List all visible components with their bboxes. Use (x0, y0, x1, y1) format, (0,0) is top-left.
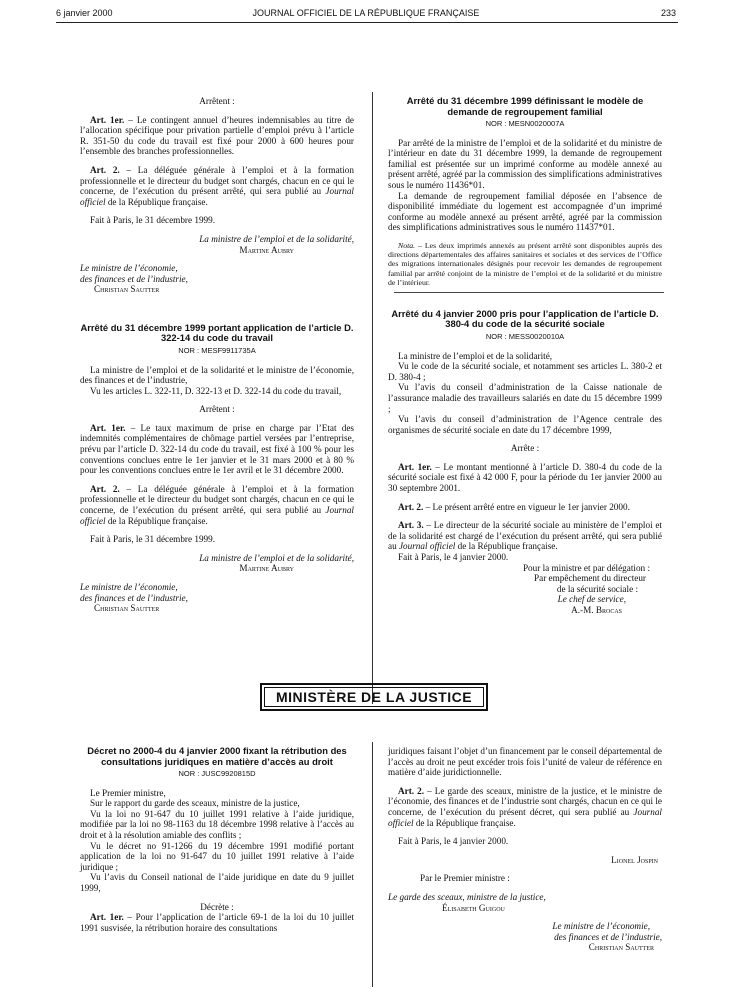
article-title: Arrêté du 4 janvier 2000 pris pour l’application de l’article D. 380-4 du code de la sécurité sociale (391, 307, 659, 330)
article-paragraph: Art. 2. – Le présent arrêté entre en vigueur le 1er janvier 2000. (398, 501, 630, 512)
body-paragraph: Le Premier ministre, (90, 787, 166, 798)
body-paragraph: Par arrêté de la ministre de l’emploi et de la solidarité et du ministre de l’intérieur en date du 31 décembre 1999, la demande de regroupement familial est présentée sur un imprimé conforme au modèle annexé au présent arrêté, agréé par la commission des simplifications administratives sous le numéro 11436*01. (388, 137, 662, 190)
article-paragraph: Art. 1er. – Pour l’application de l’article 69-1 de la loi du 10 juillet 1991 susvisée, la rétribution horaire des consultations (80, 912, 354, 933)
signatory-name: Christian Sautter (588, 942, 654, 953)
article-paragraph: Art. 3. – Le directeur de la sécurité sociale au ministère de l’emploi et de la solidarité est chargé de l’exécution du présent arrêté, qui sera publié au Journal officiel de la République française. (388, 520, 662, 552)
signatory-role: Le ministre de l’économie, (80, 582, 178, 592)
nor-reference: NOR : MESN0020007A (485, 119, 565, 128)
signatory-name: Martine Aubry (239, 244, 294, 255)
article-paragraph: Art. 2. – La déléguée générale à l’emploi et à la formation professionnelle et le directeur du budget sont chargés, chacun en ce qui le concerne, de l’exécution du présent arrêté, qui sera publié au Journal officiel de la République française. (80, 164, 354, 207)
signing-date: Fait à Paris, le 31 décembre 1999. (90, 534, 216, 545)
signatory-role: Le ministre de l’économie, (80, 263, 178, 274)
signatory-name: Christian Sautter (94, 603, 160, 614)
body-paragraph: La ministre de l’emploi et de la solidarité et le ministre de l’économie, des finances et de l’industrie, (80, 364, 354, 386)
column-right-bottom (388, 746, 662, 953)
nota-paragraph: Nota. – Les deux imprimés annexés au présent arrêté sont disponibles auprès des directions départementales des affaires sanitaires et sociales et des services de l’Office des migrations internationales désignés pour recevoir les demandes de regroupement familial par arrêté conjoint de la ministre de l’emploi et de la solidarité et du ministre de l’intérieur. (388, 240, 662, 287)
delegation-line: de la sécurité sociale : (556, 583, 638, 594)
ministry-banner (260, 683, 488, 711)
delegation-line: Pour la ministre et par délégation : (522, 562, 650, 573)
decree-title: Décret no 2000-4 du 4 janvier 2000 fixant la rétribution des consultations juridiques en matière d’accès au droit (87, 745, 347, 767)
signing-date: Fait à Paris, le 4 janvier 2000. (398, 552, 509, 563)
header-journal-title: JOURNAL OFFICIEL DE LA RÉPUBLIQUE FRANÇAISE (252, 8, 480, 18)
body-paragraph: Vu les articles L. 322-11, D. 322-13 et D. 322-14 du code du travail, (90, 385, 342, 396)
article-paragraph: Art. 1er. – Le contingent annuel d’heures indemnisables au titre de l’allocation spécifique pour privation partielle d’emploi prévu à l’article R. 351-50 du code du travail est fixé pour 2000 à 600 heures pour l’ensemble des branches professionnelles. (80, 114, 354, 157)
decrete-heading: Décrète : (200, 901, 234, 912)
article-separator (394, 292, 664, 293)
nor-reference: NOR : MESF9911735A (178, 345, 256, 355)
arrete-heading: Arrête : (510, 443, 540, 454)
article-title: Arrêté du 31 décembre 1999 portant application de l’article D. 322-14 du code du travail (80, 321, 354, 344)
article-paragraph: Art. 1er. – Le montant mentionné à l’article D. 380-4 du code de la sécurité sociale est fixé à 42 000 F, pour la période du 1er janvier 2000 au 30 septembre 2001. (388, 461, 662, 494)
column-divider-bottom (372, 742, 373, 987)
article-paragraph: Art. 2. – La déléguée générale à l’emploi et à la formation professionnelle et le directeur du budget sont chargés, chacun en ce qui le concerne, de l’exécution du présent arrêté, qui sera publié au Journal officiel de la République française. (80, 483, 354, 526)
signatory-name: Élisabeth Guigou (442, 902, 505, 913)
body-paragraph: Vu l’avis du Conseil national de l’aide juridique en date du 9 juillet 1999, (80, 872, 354, 893)
par-premier-ministre: Par le Premier ministre : (420, 873, 510, 884)
nor-reference: NOR : MESS0020010A (485, 331, 565, 341)
arretent-heading: Arrêtent : (199, 404, 235, 415)
header-page-number: 233 (660, 8, 676, 18)
signatory-role: des finances et de l’industrie, (80, 592, 188, 603)
signatory-role: des finances et de l’industrie, (80, 273, 188, 284)
signatory-role: des finances et de l’industrie, (554, 931, 662, 942)
signatory-name: A.-M. Brocas (571, 605, 622, 616)
header-rule (56, 22, 678, 23)
body-paragraph: Vu le décret no 91-1266 du 19 décembre 1991 modifié portant application de la loi no 91-647 du 10 juillet 1991 relative à l’aide juridique ; (80, 840, 354, 872)
body-paragraph: Vu la loi no 91-647 du 10 juillet 1991 relative à l’aide juridique, modifiée par la loi no 98-1163 du 18 décembre 1998 relative à l’accès au droit et à la résolution amiable des conflits ; (80, 808, 354, 840)
signatory-role: La ministre de l’emploi et de la solidarité, (199, 552, 354, 563)
arretent-heading: Arrêtent : (199, 96, 235, 106)
article-title: Arrêté du 31 décembre 1999 définissant le modèle de demande de regroupement familial (406, 95, 644, 117)
body-paragraph: Vu le code de la sécurité sociale, et notamment ses articles L. 380-2 et D. 380-4 ; (388, 361, 662, 382)
body-paragraph: Sur le rapport du garde des sceaux, ministre de la justice, (90, 798, 300, 809)
body-paragraph: La demande de regroupement familial déposée en l’absence de disponibilité immédiate du logement est accompagnée d’un imprimé conforme au modèle annexé au présent arrêté, agréé par la commission des simplifications administratives sous le numéro 11437*01. (388, 190, 662, 233)
column-left-bottom (80, 746, 354, 933)
delegation-line: Par empêchement du directeur (534, 573, 646, 584)
signing-date: Fait à Paris, le 4 janvier 2000. (398, 836, 509, 847)
signatory-role: Le garde des sceaux, ministre de la justice, (388, 891, 546, 902)
signing-date: Fait à Paris, le 31 décembre 1999. (90, 215, 216, 226)
body-paragraph: La ministre de l’emploi et de la solidarité, (398, 350, 553, 361)
body-paragraph: Vu l’avis du conseil d’administration de la Caisse nationale de l’assurance maladie des travailleurs salariés en date du 15 décembre 1999 ; (388, 382, 662, 414)
column-left-top (80, 96, 354, 614)
article-paragraph: Art. 1er. – Le taux maximum de prise en charge par l’Etat des indemnités complémentaires de chômage partiel versées par l’entreprise, prévu par l’article D. 322-14 du code du travail, est fixé à 100 % pour les conventions conclues entre le 1er janvier et le 31 mars 2000 et à 80 % pour les conventions conclues entre le 1er avril et le 31 décembre 2000. (80, 422, 354, 476)
ministry-title: MINISTÈRE DE LA JUSTICE (275, 689, 473, 705)
article-paragraph: Art. 2. – Le garde des sceaux, ministre de la justice, et le ministre de l’économie, des finances et de l’industrie sont chargés, chacun en ce qui le concerne, de l’exécution du présent décret, qui sera publié au Journal officiel de la République française. (388, 785, 662, 828)
signatory-role: Le ministre de l’économie, (552, 921, 650, 932)
header-date: 6 janvier 2000 (56, 8, 113, 18)
nor-reference: NOR : JUSC9920815D (178, 769, 256, 778)
signatory-role: Le chef de service, (557, 594, 626, 605)
signatory-role: La ministre de l’emploi et de la solidarité, (199, 233, 354, 244)
body-paragraph: juridiques faisant l’objet d’un financement par le conseil départemental de l’accès au droit ne peut excéder trois fois l’unité de valeur de référence en matière d’aide juridictionnelle. (388, 746, 662, 778)
column-divider-top (372, 92, 373, 704)
body-paragraph: Vu l’avis du conseil d’administration de l’Agence centrale des organismes de sécurité sociale en date du 17 décembre 1999, (388, 414, 662, 435)
column-right-top (388, 96, 662, 616)
signatory-name: Christian Sautter (94, 284, 160, 295)
signatory-name: Martine Aubry (239, 563, 294, 574)
signatory-name: Lionel Jospin (611, 854, 658, 865)
